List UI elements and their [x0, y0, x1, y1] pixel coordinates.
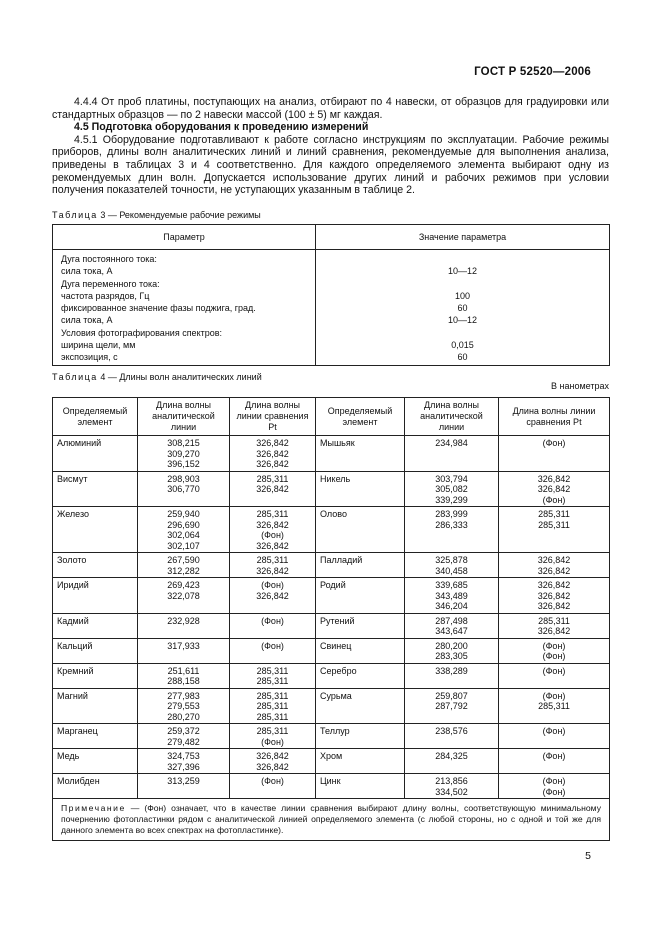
table-cell: (Фон)	[499, 749, 610, 774]
table-cell: Иридий	[53, 578, 138, 614]
table4-note-row	[53, 799, 610, 841]
table-cell: (Фон) (Фон)	[499, 774, 610, 799]
table-cell: Марганец	[53, 724, 138, 749]
table-cell: 284,325	[405, 749, 499, 774]
table-cell: 285,311 326,842	[230, 471, 316, 507]
table-cell: Свинец	[316, 638, 405, 663]
table-cell: Кремний	[53, 663, 138, 688]
table-cell: Кадмий	[53, 613, 138, 638]
table-cell: Сурьма	[316, 688, 405, 724]
page-number: 5	[585, 850, 591, 862]
table4-header: Длина волны аналитической линии	[405, 398, 499, 436]
table-cell: Олово	[316, 507, 405, 553]
table-cell: 325,878 340,458	[405, 553, 499, 578]
table-cell: 326,842 326,842 (Фон)	[499, 471, 610, 507]
paragraph-4-4-4: 4.4.4 От проб платины, поступающих на анализ, отбирают по 4 навески, от образцов для градуировки или стандартных образцов — по 2 навески массой (100 ± 5) мг каждая.	[52, 96, 609, 121]
table-cell: 234,984	[405, 436, 499, 472]
table4-header: Длина волны линии сравнения Pt	[230, 398, 316, 436]
table-cell: 283,999 286,333	[405, 507, 499, 553]
table-cell: 338,289	[405, 663, 499, 688]
table-cell: (Фон) 285,311	[499, 688, 610, 724]
table-cell: 285,311 (Фон)	[230, 724, 316, 749]
table-cell: 285,311 326,842	[230, 553, 316, 578]
table-cell: Магний	[53, 688, 138, 724]
table-cell: Алюминий	[53, 436, 138, 472]
table-row	[53, 663, 610, 688]
table3-caption: Таблица 3 — Рекомендуемые рабочие режимы	[52, 210, 261, 220]
table-row	[53, 613, 610, 638]
table-cell: 303,794 305,082 339,299	[405, 471, 499, 507]
table-row	[53, 724, 610, 749]
table-cell: (Фон)	[230, 613, 316, 638]
table-cell: 280,200 283,305	[405, 638, 499, 663]
table-cell: 238,576	[405, 724, 499, 749]
paragraph-4-5-1: 4.5.1 Оборудование подготавливают к работе согласно инструкциям по эксплуатации. Рабочие режимы приборов, длины волн аналитических линий и линий сравнения, рекомендуемые для выполнения анализа, приведены в таблицах 3 и 4 соответственно. Для каждого определяемого элемента выбирают одну из рекомендуемых длин волн. Допускается использование других линий и рабочих режимов при условии получения показателей точности, не уступающих указанным в таблице 2.	[52, 133, 609, 197]
body-text	[52, 96, 609, 197]
table3-col-value: Значение параметра	[316, 225, 610, 250]
table-cell: 213,856 334,502	[405, 774, 499, 799]
table4-header-row	[53, 398, 610, 436]
table4-units: В нанометрах	[551, 381, 609, 391]
table-cell: Медь	[53, 749, 138, 774]
table-cell: 298,903 306,770	[138, 471, 230, 507]
table-cell: (Фон)	[499, 663, 610, 688]
table4-header: Длина волны аналитической линии	[138, 398, 230, 436]
table4-header: Длина волны линии сравнения Pt	[499, 398, 610, 436]
table-row	[53, 507, 610, 553]
table-cell: 339,685 343,489 346,204	[405, 578, 499, 614]
table-cell: Железо	[53, 507, 138, 553]
table-cell: 317,933	[138, 638, 230, 663]
table-cell: Цинк	[316, 774, 405, 799]
table3-header-row	[53, 225, 610, 250]
table-cell: 285,311 285,311	[499, 507, 610, 553]
table-cell: 287,498 343,647	[405, 613, 499, 638]
table-row	[53, 749, 610, 774]
table-cell: (Фон) 326,842	[230, 578, 316, 614]
table-cell: (Фон)	[499, 724, 610, 749]
table-row	[53, 578, 610, 614]
table-row	[53, 688, 610, 724]
table3-body-row	[53, 250, 610, 366]
document-header-id: ГОСТ Р 52520—2006	[474, 66, 591, 78]
table-cell: Хром	[316, 749, 405, 774]
table-cell: 324,753 327,396	[138, 749, 230, 774]
table-cell: Рутений	[316, 613, 405, 638]
table-cell: 326,842 326,842 326,842	[230, 436, 316, 472]
table-cell: (Фон)	[230, 774, 316, 799]
table-cell: 251,611 288,158	[138, 663, 230, 688]
table-cell: 259,940 296,690 302,064 302,107	[138, 507, 230, 553]
table-row	[53, 436, 610, 472]
table-cell: 326,842 326,842	[230, 749, 316, 774]
table4-caption: Таблица 4 — Длины волн аналитических линий	[52, 372, 262, 382]
table-cell: 308,215 309,270 396,152	[138, 436, 230, 472]
table-cell: Молибден	[53, 774, 138, 799]
table-cell: Кальций	[53, 638, 138, 663]
table-cell: 269,423 322,078	[138, 578, 230, 614]
table-cell: Серебро	[316, 663, 405, 688]
table-3-operating-modes	[52, 224, 610, 366]
table-cell: 313,259	[138, 774, 230, 799]
table-row	[53, 553, 610, 578]
table-cell: (Фон) (Фон)	[499, 638, 610, 663]
table-cell: 285,311 285,311	[230, 663, 316, 688]
table-cell: 285,311 326,842	[499, 613, 610, 638]
table4-header: Определяемый элемент	[316, 398, 405, 436]
table-cell: 259,807 287,792	[405, 688, 499, 724]
table3-col-parameter: Параметр	[53, 225, 316, 250]
table-cell: 326,842 326,842 326,842	[499, 578, 610, 614]
table-cell: Палладий	[316, 553, 405, 578]
table-row	[53, 471, 610, 507]
note-text: — (Фон) означает, что в качестве линии сравнения выбирают длину волны, соответствующую минимальному почернению фотопластинки рядом с аналитической линией определяемого элемента (с любой стороны, но с одной и той же для данного элемента во всех спектрах на фотопластинке).	[61, 803, 601, 835]
table-cell: Родий	[316, 578, 405, 614]
table-row	[53, 638, 610, 663]
table4-note	[53, 799, 610, 841]
table-cell: Теллур	[316, 724, 405, 749]
table-cell: 267,590 312,282	[138, 553, 230, 578]
table-cell: 285,311 326,842 (Фон) 326,842	[230, 507, 316, 553]
table3-values: 10—12 100 60 10—12 0,015 60	[316, 250, 610, 366]
table4-header: Определяемый элемент	[53, 398, 138, 436]
table3-parameters: Дуга постоянного тока: сила тока, А Дуга переменного тока: частота разрядов, Гц фиксированное значение фазы поджига, град. сила тока, А Условия фотографирования спектров: ширина щели, мм экспозиция, с	[53, 250, 316, 366]
table-cell: Золото	[53, 553, 138, 578]
table-cell: 259,372 279,482	[138, 724, 230, 749]
table-cell: 326,842 326,842	[499, 553, 610, 578]
table-cell: Висмут	[53, 471, 138, 507]
table-cell: Никель	[316, 471, 405, 507]
table-row	[53, 774, 610, 799]
table-cell: 232,928	[138, 613, 230, 638]
table-cell: Мышьяк	[316, 436, 405, 472]
table-cell: (Фон)	[499, 436, 610, 472]
note-label: Примечание	[61, 803, 126, 813]
table-cell: 277,983 279,553 280,270	[138, 688, 230, 724]
section-heading-4-5: 4.5 Подготовка оборудования к проведению измерений	[74, 121, 369, 134]
table-cell: 285,311 285,311 285,311	[230, 688, 316, 724]
table-cell: (Фон)	[230, 638, 316, 663]
table-4-wavelengths	[52, 397, 610, 841]
